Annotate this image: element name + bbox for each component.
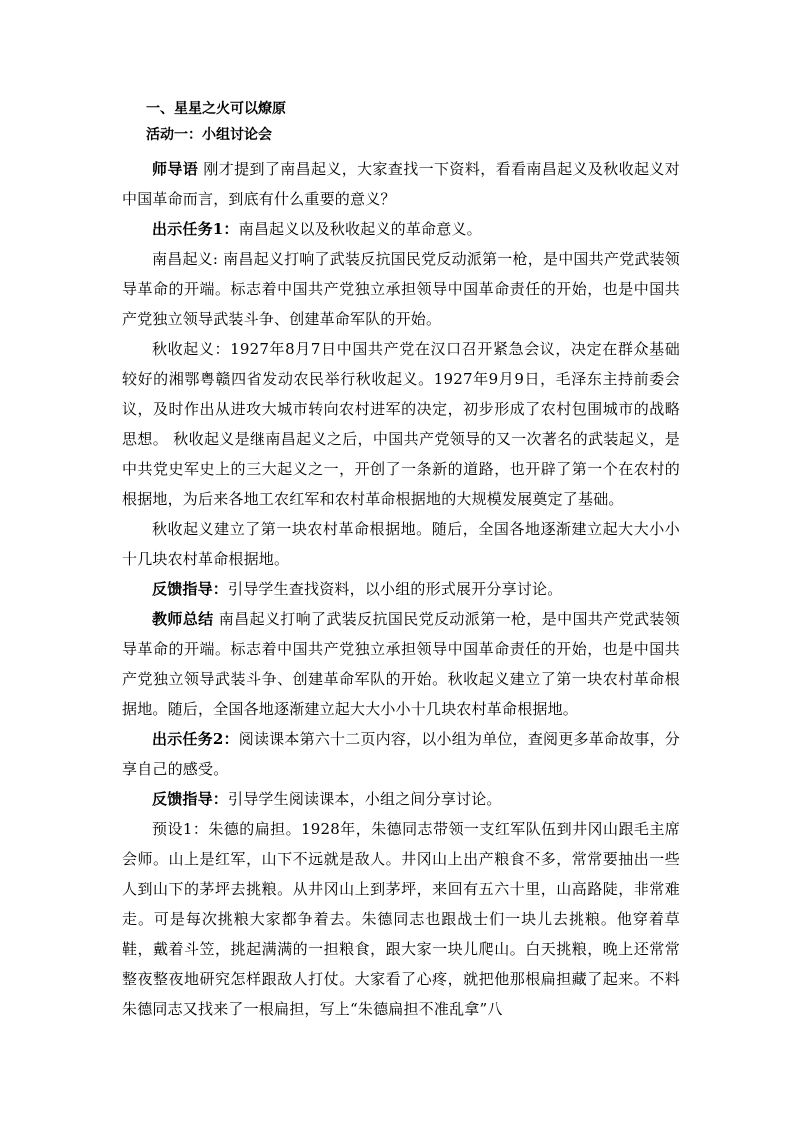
task2-paragraph bbox=[122, 724, 680, 784]
section-heading: 一、星星之火可以燎原 bbox=[146, 101, 286, 117]
feedback1-label: 反馈指导： bbox=[152, 580, 229, 598]
preset1-paragraph: 预设1：朱德的扁担。1928年，朱德同志带领一支红军队伍到井冈山跟毛主席会师。山上是红军，山下不远就是敌人。井冈山上出产粮食不多，常常要抽出一些人到山下的茅坪去挑粮。从井冈山上到茅坪，来回有五六十里，山高路陡，非常难走。可是每次挑粮大家都争着去。朱德同志也跟战士们一块儿去挑粮。他穿着草鞋，戴着斗笠，挑起满满的一担粮食，跟大家一块儿爬山。白天挑粮，晚上还常常整夜整夜地研究怎样跟敌人打仗。大家看了心疼，就把他那根扁担藏了起来。不料朱德同志又找来了一根扁担，写上“朱德扁担不准乱拿”八 bbox=[122, 820, 680, 1018]
teacher-summary-text: 南昌起义打响了武装反抗国民党反动派第一枪，是中国共产党武装领导革命的开端。标志着中国共产党独立承担领导中国革命责任的开始，也是中国共产党独立领导武装斗争、创建革命军队的开始。秋收起义建立了第一块农村革命根据地。随后，全国各地逐渐建立起大大小小十几块农村革命根据地。 bbox=[122, 610, 680, 718]
teacher-guide-text: 刚才提到了南昌起义，大家查找一下资料，看看南昌起义及秋收起义对中国革命而言，到底有什么重要的意义？ bbox=[122, 160, 680, 208]
feedback1-paragraph bbox=[122, 574, 680, 604]
feedback2-label: 反馈指导： bbox=[152, 790, 229, 808]
teacher-summary-label: 教师总结 bbox=[152, 610, 214, 628]
qiushou-paragraph: 秋收起义：1927年8月7日中国共产党在汉口召开紧急会议，决定在群众基础较好的湘鄂粤赣四省发动农民举行秋收起义。1927年9月9日，毛泽东主持前委会议，及时作出从进攻大城市转向农村进军的决定，初步形成了农村包围城市的战略思想。 秋收起义是继南昌起义之后，中国共产党领导的又一次著名的武装起义，是中共党史军史上的三大起义之一，开创了一条新的道路，也开辟了第一个在农村的根据地，为后来各地工农红军和农村革命根据地的大规模发展奠定了基础。 bbox=[122, 340, 680, 508]
nanchang-paragraph: 南昌起义: 南昌起义打响了武装反抗国民党反动派第一枪，是中国共产党武装领导革命的开端。标志着中国共产党独立承担领导中国革命责任的开始，也是中国共产党独立领导武装斗争、创建革命军队的开始。 bbox=[122, 250, 680, 328]
task1-label: 出示任务1： bbox=[152, 220, 239, 238]
qiushou-summary-paragraph: 秋收起义建立了第一块农村革命根据地。随后，全国各地逐渐建立起大大小小十几块农村革命根据地。 bbox=[122, 520, 680, 568]
task1-paragraph bbox=[122, 214, 680, 244]
feedback2-text: 引导学生阅读课本，小组之间分享讨论。 bbox=[228, 790, 502, 808]
task2-label: 出示任务2： bbox=[152, 730, 239, 748]
teacher-summary-paragraph bbox=[122, 604, 680, 724]
feedback1-text: 引导学生查找资料，以小组的形式展开分享讨论。 bbox=[228, 580, 563, 598]
teacher-guide-paragraph bbox=[122, 154, 680, 214]
task2-text: 阅读课本第六十二页内容，以小组为单位，查阅更多革命故事，分享自己的感受。 bbox=[122, 730, 680, 778]
teacher-guide-label: 师导语 bbox=[152, 160, 199, 178]
feedback2-paragraph bbox=[122, 784, 680, 814]
task1-text: 南昌起义以及秋收起义的革命意义。 bbox=[238, 220, 482, 238]
activity-heading: 活动一：小组讨论会 bbox=[146, 127, 272, 143]
